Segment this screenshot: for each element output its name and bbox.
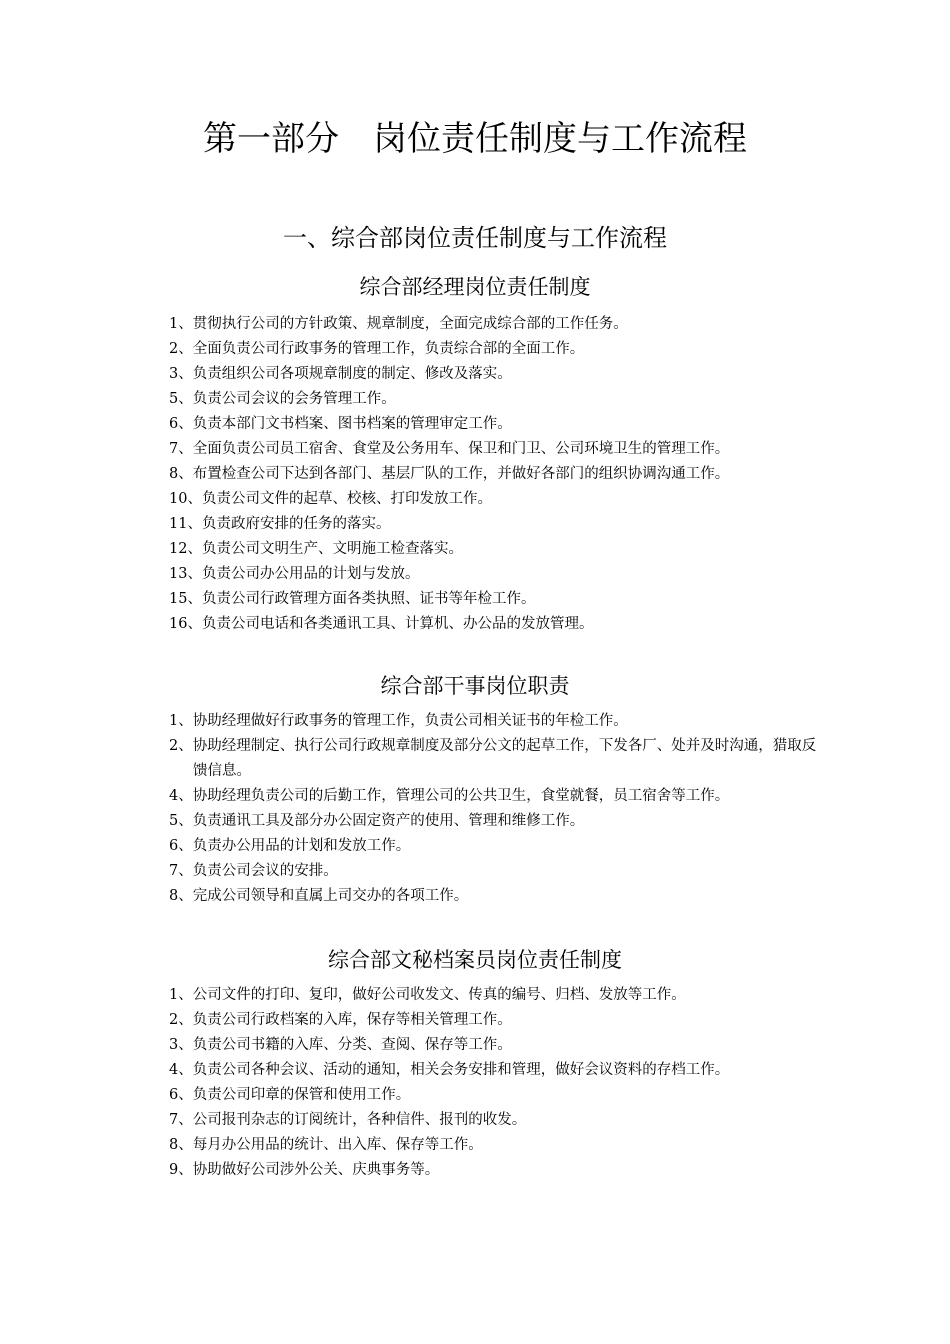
- list-item: 7、全面负责公司员工宿舍、食堂及公务用车、保卫和门卫、公司环境卫生的管理工作。: [169, 441, 730, 457]
- manager-duties-list: [169, 312, 829, 637]
- list-item: 2、负责公司行政档案的入库，保存等相关管理工作。: [169, 1012, 512, 1028]
- page-title: 第一部分 岗位责任制度与工作流程: [203, 119, 747, 159]
- list-item: 12、负责公司文明生产、文明施工检查落实。: [169, 541, 463, 557]
- list-item: 16、负责公司电话和各类通讯工具、计算机、办公品的发放管理。: [169, 616, 594, 632]
- list-item: 3、负责公司书籍的入库、分类、查阅、保存等工作。: [169, 1037, 512, 1053]
- clerk-duties-list: [169, 709, 829, 909]
- list-item: 3、负责组织公司各项规章制度的制定、修改及落实。: [169, 366, 512, 382]
- list-item: 2、协助经理制定、执行公司行政规章制度及部分公文的起草工作，下发各厂、处并及时沟通，猎取反馈信息。: [169, 738, 817, 779]
- list-item: 1、贯彻执行公司的方针政策、规章制度，全面完成综合部的工作任务。: [169, 316, 628, 332]
- list-item: 11、负责政府安排的任务的落实。: [169, 516, 391, 532]
- list-item: 7、公司报刊杂志的订阅统计，各种信件、报刊的收发。: [169, 1112, 527, 1128]
- list-item: 15、负责公司行政管理方面各类执照、证书等年检工作。: [169, 591, 536, 607]
- list-item: 4、负责公司各种会议、活动的通知，相关会务安排和管理，做好会议资料的存档工作。: [169, 1062, 730, 1078]
- list-item: 6、负责公司印章的保管和使用工作。: [169, 1087, 411, 1103]
- list-item: 8、布置检查公司下达到各部门、基层厂队的工作，并做好各部门的组织协调沟通工作。: [169, 466, 730, 482]
- list-item: 8、完成公司领导和直属上司交办的各项工作。: [169, 888, 469, 904]
- list-item: 4、协助经理负责公司的后勤工作，管理公司的公共卫生，食堂就餐，员工宿舍等工作。: [169, 788, 730, 804]
- list-item: 13、负责公司办公用品的计划与发放。: [169, 566, 420, 582]
- block-title-clerk: 综合部干事岗位职责: [380, 674, 570, 698]
- list-item: 7、负责公司会议的安排。: [169, 863, 338, 879]
- secretary-duties-list: [169, 983, 829, 1183]
- list-item: 1、协助经理做好行政事务的管理工作，负责公司相关证书的年检工作。: [169, 713, 628, 729]
- block-title-secretary: 综合部文秘档案员岗位责任制度: [328, 948, 622, 972]
- list-item: 8、每月办公用品的统计、出入库、保存等工作。: [169, 1137, 483, 1153]
- list-item: 10、负责公司文件的起草、校核、打印发放工作。: [169, 491, 492, 507]
- list-item: 2、全面负责公司行政事务的管理工作，负责综合部的全面工作。: [169, 341, 585, 357]
- list-item: 9、协助做好公司涉外公关、庆典事务等。: [169, 1162, 440, 1178]
- list-item: 6、负责本部门文书档案、图书档案的管理审定工作。: [169, 416, 512, 432]
- list-item: 6、负责办公用品的计划和发放工作。: [169, 838, 411, 854]
- list-item: 1、公司文件的打印、复印，做好公司收发文、传真的编号、归档、发放等工作。: [169, 987, 686, 1003]
- list-item: 5、负责通讯工具及部分办公固定资产的使用、管理和维修工作。: [169, 813, 585, 829]
- block-title-manager: 综合部经理岗位责任制度: [359, 275, 591, 299]
- section-title: 一、综合部岗位责任制度与工作流程: [283, 224, 667, 252]
- list-item: 5、负责公司会议的会务管理工作。: [169, 391, 396, 407]
